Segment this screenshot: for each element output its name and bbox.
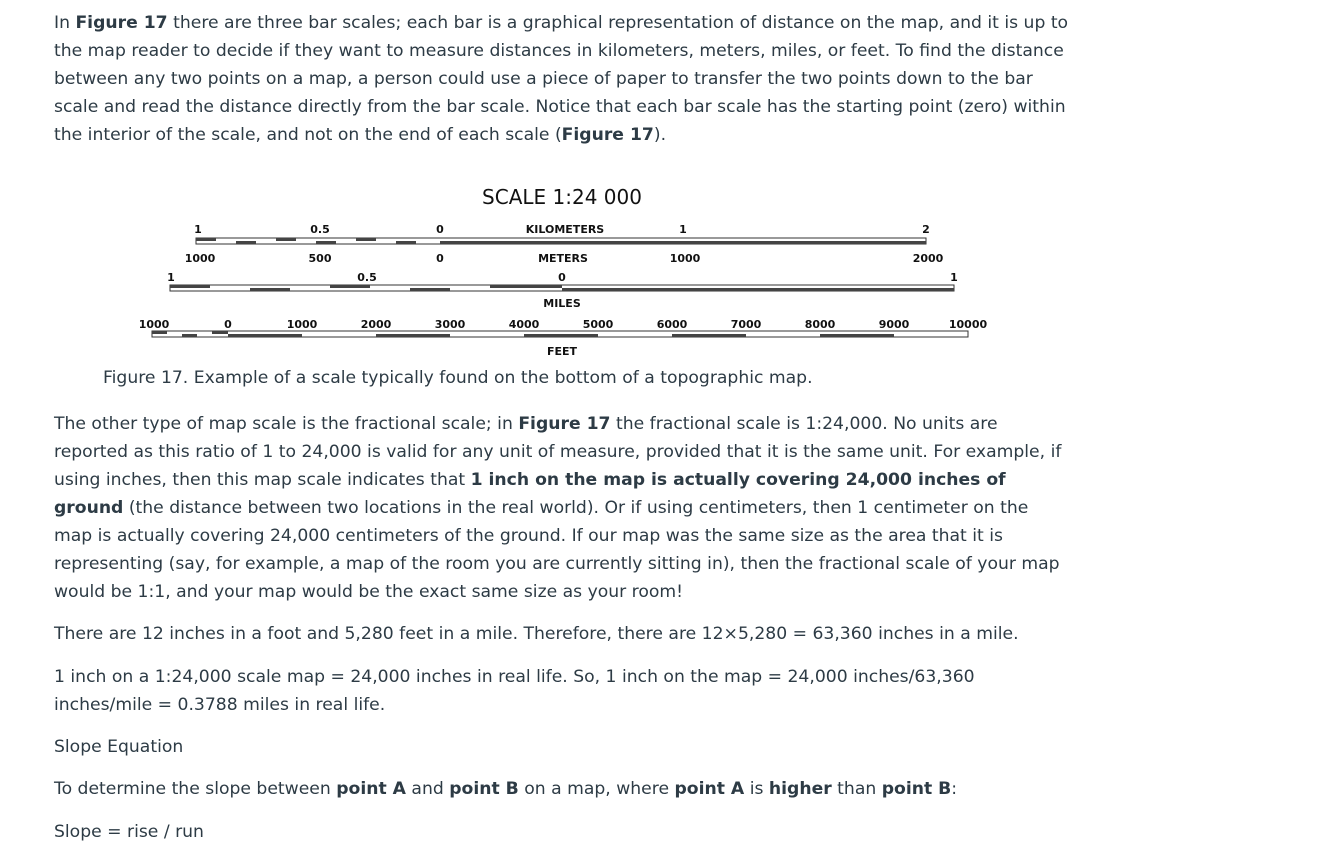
mi-unit-label: MILES [543,297,581,310]
km-tick-1: 1 [679,223,687,236]
km-tick-1-left: 1 [194,223,202,236]
ft-tick-0: 0 [224,318,232,331]
km-unit-label: KILOMETERS [525,223,605,236]
ft-tick-3000: 3000 [434,318,466,331]
figure-ref: Figure 17 [75,13,168,33]
emphasis: point A [674,779,745,799]
m-tick-500: 500 [308,252,332,265]
m-unit-label: METERS [538,252,588,265]
m-tick-2000: 2000 [912,252,944,265]
mi-tick-1-left: 1 [167,271,175,284]
bar-scale-graphic [130,178,1010,368]
slope-equation-heading: Slope Equation [54,737,184,757]
text: : [951,779,958,799]
emphasis: point A [336,779,406,799]
figure-ref: Figure 17 [561,125,654,145]
m-tick-1000-left: 1000 [184,252,216,265]
km-tick-0.5: 0.5 [310,223,330,236]
mi-tick-0: 0 [558,271,566,284]
ft-tick-4000: 4000 [508,318,540,331]
ft-tick-7000: 7000 [730,318,762,331]
km-tick-0: 0 [436,223,444,236]
inches-per-mile-paragraph: There are 12 inches in a foot and 5,280 feet in a mile. Therefore, there are 12×5,280 = 63,360 inches in a mile. [54,624,1019,644]
ft-tick-5000: 5000 [582,318,614,331]
conversion-paragraph: 1 inch on a 1:24,000 scale map = 24,000 inches in real life. So, 1 inch on the map = 24,000 inches/63,360 inches/mile = 0.3788 miles in real life. [54,667,975,715]
text: there are three bar scales; each bar is a graphical representation of distance on the map, and it is up to the map reader to decide if they want to measure distances in kilometers, meters, miles, or feet. To find the distance between any two points on a map, a person could use a piece of paper to transfer the two points down to the bar scale and read the distance directly from the bar scale. Notice that each bar scale has the starting point (zero) within the interior of the scale, and not on the end of each scale ( [54,13,1069,145]
fractional-scale-paragraph [54,410,1069,606]
slope-formula: Slope = rise / run [54,822,204,842]
scale-title: SCALE 1:24 000 [482,185,642,209]
text: and [405,779,450,799]
text: In [54,13,76,33]
ft-tick-10000: 10000 [948,318,988,331]
m-tick-1000: 1000 [669,252,701,265]
ft-tick-2000: 2000 [360,318,392,331]
intro-paragraph [54,9,1069,149]
km-tick-2: 2 [922,223,930,236]
emphasis: point B [881,779,952,799]
slope-intro-paragraph [54,775,1069,803]
figure-caption: Figure 17. Example of a scale typically found on the bottom of a topographic map. [103,368,813,388]
ft-tick-6000: 6000 [656,318,688,331]
ft-tick-9000: 9000 [878,318,910,331]
text: is [744,779,769,799]
emphasis: higher [768,779,832,799]
text: than [831,779,882,799]
text: the fractional scale is 1:24,000. No units are reported as this ratio of 1 to 24,000 is valid for any unit of measure, provided that it is the same unit. For example, if using inches, then this map scale indicates that [54,414,1062,490]
text: The other type of map scale is the fractional scale; in [54,414,519,434]
ft-tick-8000: 8000 [804,318,836,331]
text: ). [653,125,667,145]
m-tick-0: 0 [436,252,444,265]
ft-tick-1000-left: 1000 [138,318,170,331]
ft-unit-label: FEET [546,345,578,358]
emphasis: point B [449,779,519,799]
mi-tick-0.5: 0.5 [357,271,377,284]
bar-scale-figure [130,178,1010,368]
figure-ref: Figure 17 [518,414,611,434]
text: (the distance between two locations in the real world). Or if using centimeters, then 1 centimeter on the map is actually covering 24,000 centimeters of the ground. If our map was the same size as the area that it is representing (say, for example, a map of the room you are currently sitting in), then the fractional scale of your map would be 1:1, and your map would be the exact same size as your room! [54,498,1060,602]
text: To determine the slope between [54,779,337,799]
text: on a map, where [518,779,675,799]
mi-tick-1: 1 [950,271,958,284]
ft-tick-1000: 1000 [286,318,318,331]
emphasis: 1 inch on the map is actually covering 24,000 inches of ground [54,470,1006,518]
